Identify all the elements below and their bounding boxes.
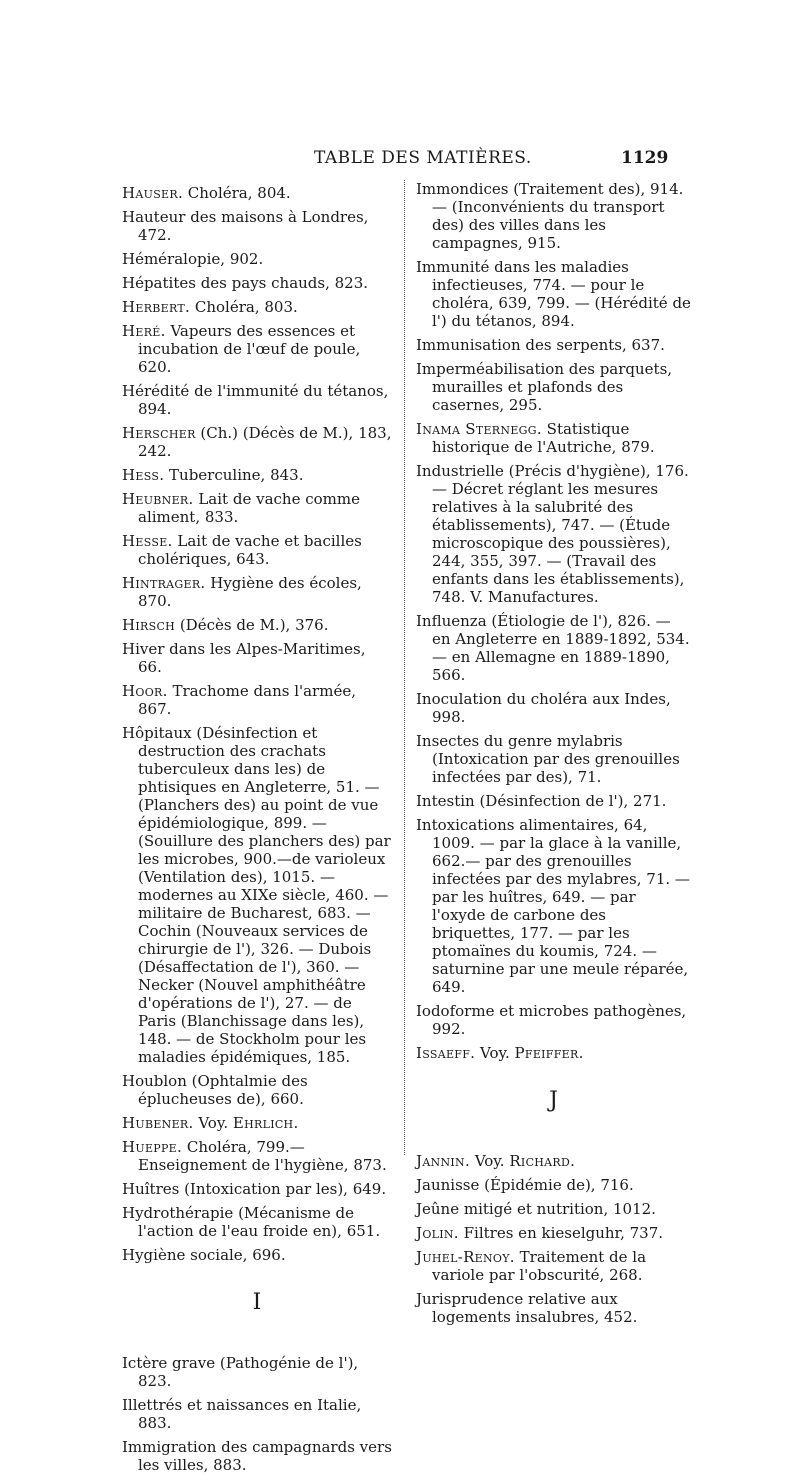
entry-author: Hoor. — [122, 682, 168, 700]
entry-text: Hôpitaux (Désinfection et destruction des crachats tuberculeux dans les) de phtisiques en Angleterre, 51. — (Planchers des) au point de vue épidémiologique, 899. — (Souillure des planchers des) par les microbes, 900.—de varioleux (Ventilation des), 1015. — modernes au XIXe siècle, 460. — militaire de Bucharest, 683. — Cochin (Nouveaux services de chirurgie de l'), 326. — Dubois (Désaffectation de l'), 360. — Necker (Nouvel amphithéâtre d'opérations de l'), 27. — de Paris (Blanchissage dans les), 148. — de Stockholm pour les maladies épidémiques, 185. — [122, 724, 391, 1066]
index-entry — [416, 1176, 691, 1194]
entry-text: Filtres en kieselguhr, 737. — [458, 1224, 664, 1242]
entry-author: Inama Sternegg. — [416, 420, 542, 438]
index-entry — [122, 1396, 392, 1432]
column-divider — [404, 180, 406, 1155]
index-entry — [416, 1224, 691, 1242]
index-entry — [122, 382, 392, 418]
entry-text: Trachome dans l'armée, 867. — [138, 682, 356, 718]
entry-author: Heubner. — [122, 490, 194, 508]
entry-author: Hueppe. — [122, 1138, 183, 1156]
index-entry — [416, 816, 691, 996]
entry-text: Immigration des campagnards vers les villes, 883. — [122, 1438, 392, 1474]
entry-text: Lait de vache et bacilles cholériques, 643. — [138, 532, 362, 568]
entry-author: Issaeff. — [416, 1044, 476, 1062]
entry-text: Immunisation des serpents, 637. — [416, 336, 665, 354]
index-entry — [416, 690, 691, 726]
left-column — [122, 180, 392, 1480]
entry-text: Statistique historique de l'Autriche, 879. — [432, 420, 655, 456]
entry-text: Iodoforme et microbes pathogènes, 992. — [416, 1002, 687, 1038]
entry-text: Lait de vache comme aliment, 833. — [138, 490, 360, 526]
index-entry — [416, 462, 691, 606]
entry-text: Houblon (Ophtalmie des éplucheuses de), 660. — [122, 1072, 308, 1108]
entry-author: Hauser. — [122, 184, 184, 202]
entry-text: Voy. — [193, 1114, 233, 1132]
entry-text: Huîtres (Intoxication par les), 649. — [122, 1180, 387, 1198]
running-header-title: TABLE DES MATIÈRES. — [314, 148, 532, 168]
left-entries-i — [122, 1354, 392, 1474]
index-entry — [416, 792, 691, 810]
entry-author: Hintrager. — [122, 574, 206, 592]
right-entries-j — [416, 1152, 691, 1326]
index-entry — [122, 640, 392, 676]
entry-author: Jannin. — [416, 1152, 471, 1170]
entry-cross-reference: Richard. — [509, 1152, 576, 1170]
entry-text: Influenza (Étiologie de l'), 826. — en Angleterre en 1889-1892, 534. — en Allemagne en 1889-1890, 566. — [416, 612, 690, 684]
entry-author: Heré. — [122, 322, 166, 340]
entry-text: Inoculation du choléra aux Indes, 998. — [416, 690, 671, 726]
index-entry — [122, 1072, 392, 1108]
entry-text: (Décès de M.), 376. — [175, 616, 329, 634]
index-entry — [122, 1204, 392, 1240]
entry-author: Hirsch — [122, 616, 176, 634]
section-letter-i: I — [252, 1290, 262, 1315]
entry-text: Hépatites des pays chauds, 823. — [122, 274, 369, 292]
index-entry — [416, 1152, 691, 1170]
entry-text: Traitement de la variole par l'obscurité, 268. — [432, 1248, 647, 1284]
right-column — [416, 180, 691, 1332]
entry-text: Immondices (Traitement des), 914. — (Inconvénients du transport des) des villes dans les campagnes, 915. — [416, 180, 684, 252]
index-entry — [122, 322, 392, 376]
index-entry — [122, 184, 392, 202]
entry-author: Herscher — [122, 424, 196, 442]
entry-text: Jaunisse (Épidémie de), 716. — [416, 1176, 634, 1194]
index-entry — [122, 274, 392, 292]
entry-author: Hesse. — [122, 532, 173, 550]
index-entry — [416, 1044, 691, 1062]
entry-text: Illettrés et naissances en Italie, 883. — [122, 1396, 362, 1432]
left-entries — [122, 184, 392, 1264]
entry-text: Tuberculine, 843. — [164, 466, 304, 484]
entry-text: Choléra, 799.—Enseignement de l'hygiène, 873. — [138, 1138, 387, 1174]
index-entry — [122, 1180, 392, 1198]
index-entry — [416, 258, 691, 330]
entry-author: Hess. — [122, 466, 165, 484]
entry-text: Hérédité de l'immunité du tétanos, 894. — [122, 382, 389, 418]
entry-text: Industrielle (Précis d'hygiène), 176.— Décret réglant les mesures relatives à la salubrité des établissements), 747. — (Étude microscopique des poussières), 244, 355, 397. — (Travail des enfants dans les établissements), 748. V. Manufactures. — [416, 462, 689, 606]
index-entry — [122, 1246, 392, 1264]
index-entry — [122, 1138, 392, 1174]
entry-text: Intoxications alimentaires, 64, 1009. — par la glace à la vanille, 662.— par des grenouilles infectées par des mylabres, 71. — par les huîtres, 649. — par l'oxyde de carbone des briquettes, 177. — par les ptomaïnes du koumis, 724. — saturnine par une meule réparée, 649. — [416, 816, 690, 996]
index-entry — [416, 1200, 691, 1218]
entry-cross-reference: Ehrlich. — [232, 1114, 299, 1132]
index-entry — [416, 1002, 691, 1038]
index-entry — [416, 732, 691, 786]
entry-text: (Ch.) (Décès de M.), 183, 242. — [138, 424, 392, 460]
right-entries — [416, 180, 691, 1062]
entry-text: Choléra, 804. — [183, 184, 291, 202]
entry-text: Immunité dans les maladies infectieuses, 774. — pour le choléra, 639, 799. — (Hérédité de l') du tétanos, 894. — [416, 258, 691, 330]
index-entry — [416, 360, 691, 414]
index-entry — [122, 682, 392, 718]
entry-text: Intestin (Désinfection de l'), 271. — [416, 792, 667, 810]
entry-text: Ictère grave (Pathogénie de l'), 823. — [122, 1354, 359, 1390]
index-entry — [122, 250, 392, 268]
entry-text: Voy. — [470, 1152, 510, 1170]
index-entry — [122, 1354, 392, 1390]
entry-author: Jolin. — [416, 1224, 459, 1242]
index-entry — [416, 420, 691, 456]
page-number: 1129 — [621, 148, 669, 168]
index-entry — [122, 532, 392, 568]
index-entry — [122, 424, 392, 460]
index-entry — [122, 490, 392, 526]
index-entry — [122, 574, 392, 610]
index-entry — [122, 1438, 392, 1474]
entry-text: Hygiène sociale, 696. — [122, 1246, 286, 1264]
entry-text: Hydrothérapie (Mécanisme de l'action de l'eau froide en), 651. — [122, 1204, 381, 1240]
index-entry — [122, 1114, 392, 1132]
index-entry — [416, 612, 691, 684]
entry-text: Choléra, 803. — [190, 298, 298, 316]
index-entry — [416, 1248, 691, 1284]
entry-text: Hiver dans les Alpes-Maritimes, 66. — [122, 640, 366, 676]
index-entry — [122, 298, 392, 316]
entry-author: Herbert. — [122, 298, 191, 316]
entry-author: Hubener. — [122, 1114, 194, 1132]
index-entry — [416, 336, 691, 354]
entry-cross-reference: Pfeiffer. — [514, 1044, 584, 1062]
index-entry — [416, 1290, 691, 1326]
entry-text: Insectes du genre mylabris (Intoxication par des grenouilles infectées par des), 71. — [416, 732, 680, 786]
index-entry — [122, 616, 392, 634]
section-letter-j: J — [549, 1088, 558, 1113]
entry-text: Hygiène des écoles, 870. — [138, 574, 362, 610]
index-entry — [122, 466, 392, 484]
entry-text: Imperméabilisation des parquets, murailles et plafonds des casernes, 295. — [416, 360, 673, 414]
entry-text: Héméralopie, 902. — [122, 250, 264, 268]
entry-author: Juhel-Renoy. — [416, 1248, 515, 1266]
entry-text: Voy. — [475, 1044, 515, 1062]
entry-text: Jurisprudence relative aux logements insalubres, 452. — [416, 1290, 638, 1326]
index-entry — [122, 724, 392, 1066]
entry-text: Jeûne mitigé et nutrition, 1012. — [416, 1200, 656, 1218]
entry-text: Vapeurs des essences et incubation de l'œuf de poule, 620. — [138, 322, 361, 376]
index-entry — [416, 180, 691, 252]
index-entry — [122, 208, 392, 244]
entry-text: Hauteur des maisons à Londres, 472. — [122, 208, 369, 244]
